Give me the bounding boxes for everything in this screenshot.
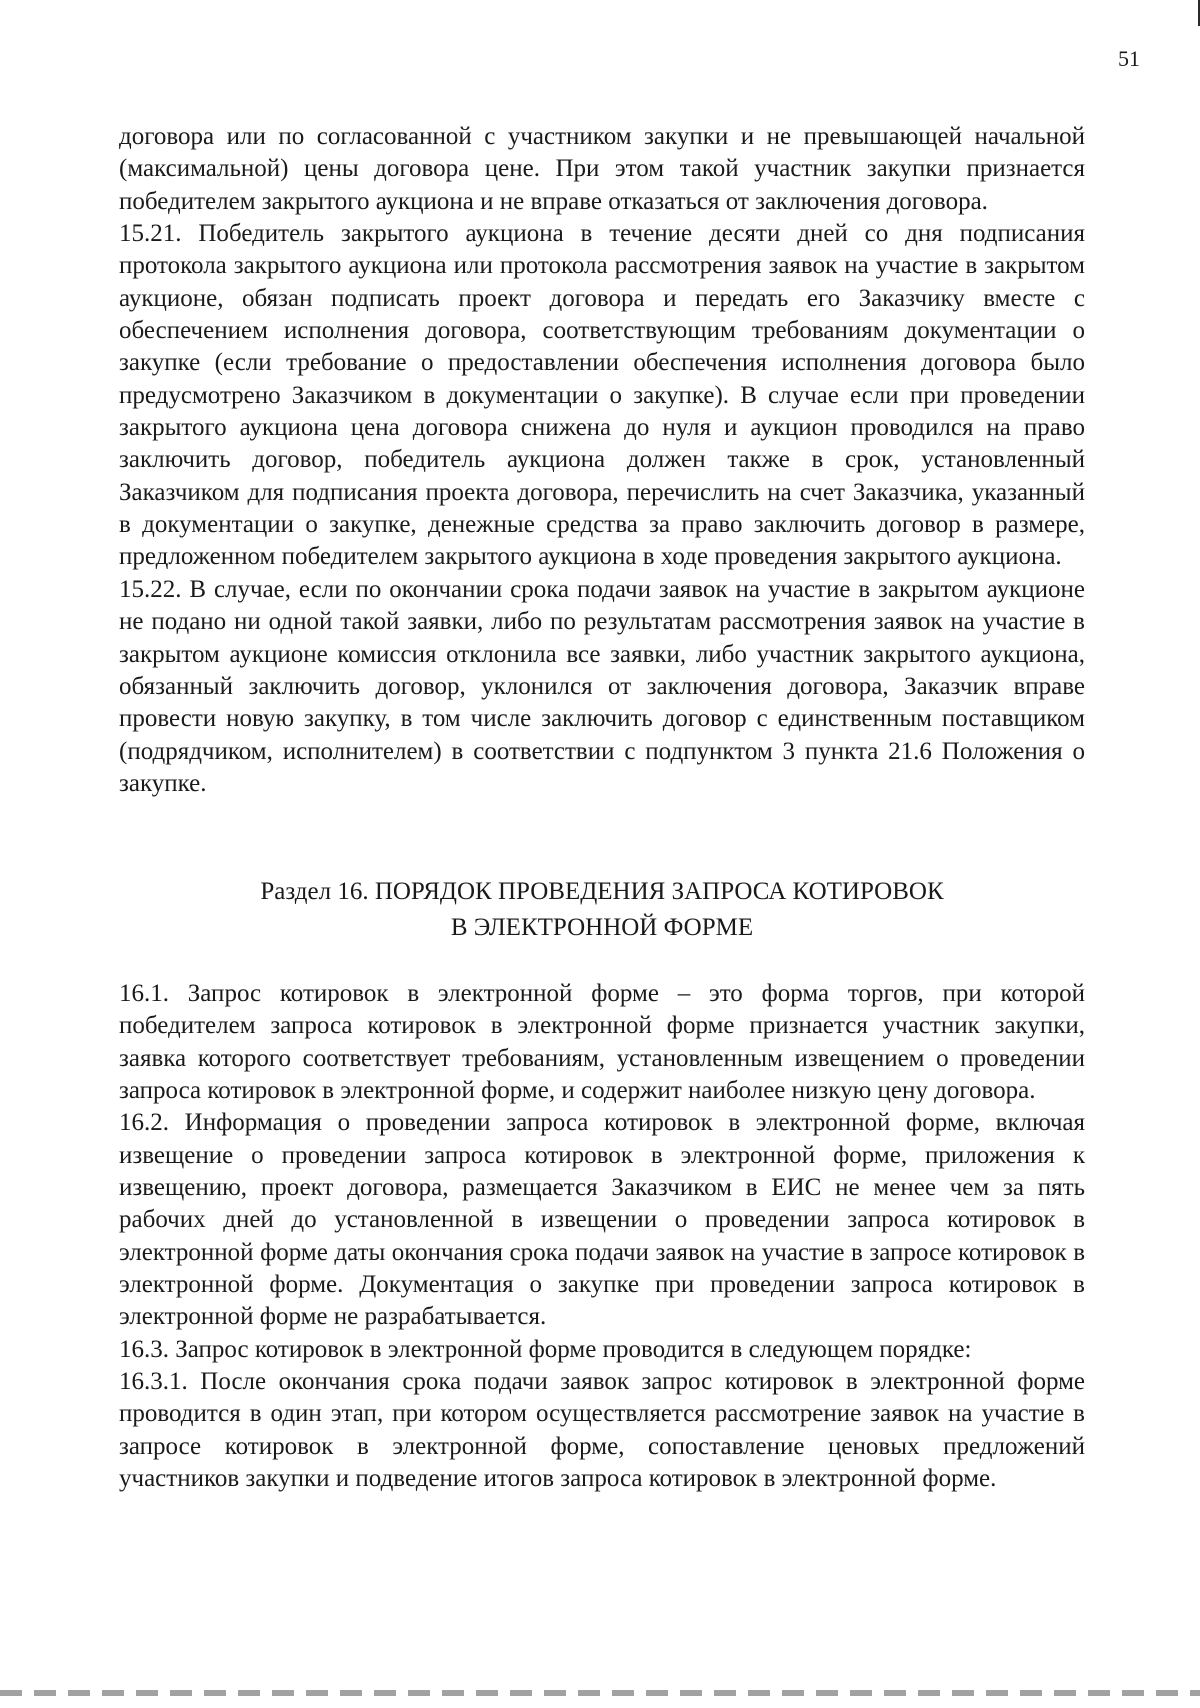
section-heading: [119, 874, 1085, 946]
page-number: 51: [1118, 46, 1140, 71]
paragraph-16-3-1: 16.3.1. После окончания срока подачи заявок запрос котировок в электронной форме проводится в один этап, при котором осуществляется рассмотрение заявок на участие в запросе котировок в электронной форме, сопоставление ценовых предложений участников закупки и подведение итогов запроса котировок в электронной форме.: [119, 1368, 1085, 1493]
scan-bottom-artifact: [0, 1690, 1200, 1696]
section-heading-line-1: Раздел 16. ПОРЯДОК ПРОВЕДЕНИЯ ЗАПРОСА КОТИРОВОК: [260, 878, 944, 905]
paragraph-16-2: 16.2. Информация о проведении запроса котировок в электронной форме, включая извещение о проведении запроса котировок в электронной форме, приложения к извещению, проект договора, размещается Заказчиком в ЕИС не менее чем за пять рабочих дней до установленной в извещении о проведении запроса котировок в электронной форме даты окончания срока подачи заявок на участие в запросе котировок в электронной форме. Документация о закупке при проведении запроса котировок в электронной форме не разрабатывается.: [119, 1109, 1085, 1331]
document-body-top: [119, 121, 1085, 800]
paragraph-continuation: договора или по согласованной с участником закупки и не превышающей начальной (максимальной) цены договора цене. При этом такой участник закупки признается победителем закрытого аукциона и не вправе отказаться от заключения договора.: [119, 123, 1085, 215]
paragraph-15-21: 15.21. Победитель закрытого аукциона в течение десяти дней со дня подписания протокола закрытого аукциона или протокола рассмотрения заявок на участие в закрытом аукционе, обязан подписать проект договора и передать его Заказчику вместе с обеспечением исполнения договора, соответствующим требованиям документации о закупке (если требование о предоставлении обеспечения исполнения договора было предусмотрено Заказчиком в документации о закупке). В случае если при проведении закрытого аукциона цена договора снижена до нуля и аукцион проводился на право заключить договор, победитель аукциона должен также в срок, установленный Заказчиком для подписания проекта договора, перечислить на счет Заказчика, указанный в документации о закупке, денежные средства за право заключить договор в размере, предложенном победителем закрытого аукциона в ходе проведения закрытого аукциона.: [119, 220, 1085, 571]
section-heading-line-2: В ЭЛЕКТРОННОЙ ФОРМЕ: [450, 914, 754, 941]
document-body-bottom: [119, 978, 1085, 1496]
paragraph-16-3: 16.3. Запрос котировок в электронной форме проводится в следующем порядке:: [119, 1335, 972, 1363]
paragraph-15-22: 15.22. В случае, если по окончании срока подачи заявок на участие в закрытом аукционе не подано ни одной такой заявки, либо по результатам рассмотрения заявок на участие в закрытом аукционе комиссия отклонила все заявки, либо участник закрытого аукциона, обязанный заключить договор, уклонился от заключения договора, Заказчик вправе провести новую закупку, в том числе заключить договор с единственным поставщиком (подрядчиком, исполнителем) в соответствии с подпунктом 3 пункта 21.6 Положения о закупке.: [119, 575, 1085, 797]
paragraph-16-1: 16.1. Запрос котировок в электронной форме – это форма торгов, при которой победителем запроса котировок в электронной форме признается участник закупки, заявка которого соответствует требованиям, установленным извещением о проведении запроса котировок в электронной форме, и содержит наиболее низкую цену договора.: [119, 980, 1085, 1105]
